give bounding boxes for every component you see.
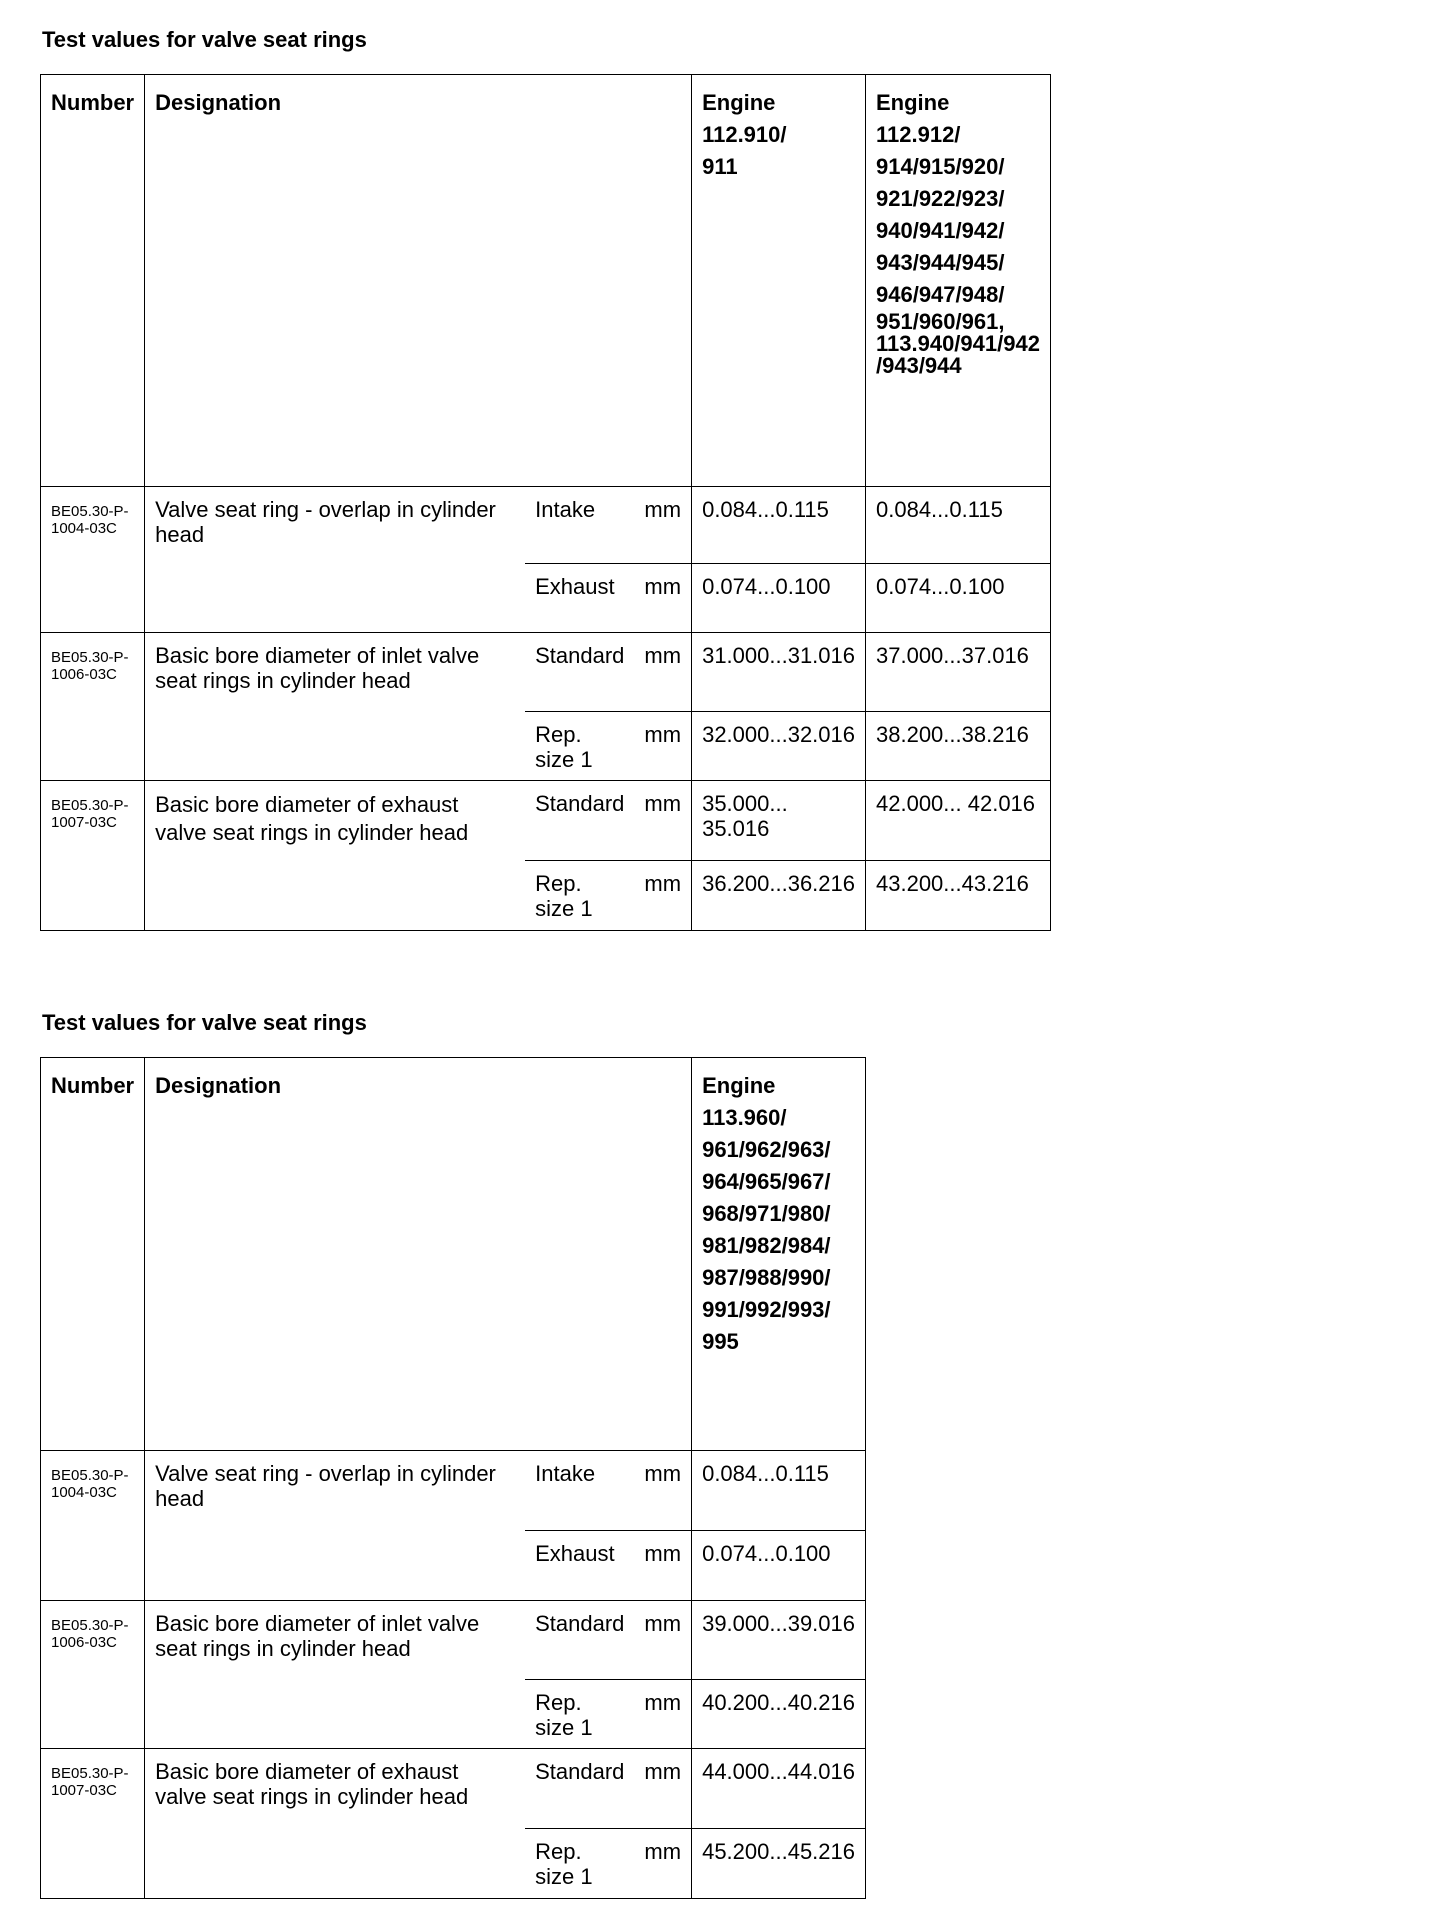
header-designation: Designation: [145, 1058, 692, 1451]
designation-text: Basic bore diameter of exhaust valve seat rings in cylinder head: [155, 1759, 469, 1809]
value-cell: 38.200...38.216: [866, 712, 1051, 781]
engine-line: 981/982/984/: [702, 1233, 831, 1258]
row-number: BE05.30-P-1007-03C: [41, 781, 145, 931]
engine-line: 961/962/963/: [702, 1137, 831, 1162]
row-designation: [145, 1601, 526, 1749]
value-cell: 32.000...32.016: [692, 712, 866, 781]
value-cell: 37.000...37.016: [866, 633, 1051, 712]
table-row: [41, 1451, 866, 1531]
value-cell: 0.084...0.115: [692, 487, 866, 564]
value-cell: 31.000...31.016: [692, 633, 866, 712]
value-kind: Rep. size 1: [525, 712, 634, 781]
value-unit: mm: [634, 633, 691, 712]
header-engine: [692, 1058, 866, 1451]
table-row: [41, 1601, 866, 1680]
row-designation: [145, 781, 526, 931]
valve-seat-table: [40, 1057, 866, 1899]
value-unit: mm: [634, 861, 691, 931]
value-cell: 40.200...40.216: [692, 1680, 866, 1749]
header-row: [41, 75, 1051, 487]
value-unit: mm: [634, 564, 691, 633]
value-kind: Intake: [525, 1451, 634, 1531]
engine-line: 112.912/: [876, 122, 961, 147]
value-kind: Exhaust: [525, 564, 634, 633]
value-unit: mm: [634, 1601, 691, 1680]
value-kind: Exhaust: [525, 1531, 634, 1601]
value-kind: Standard: [525, 1749, 634, 1829]
value-kind: Rep. size 1: [525, 1829, 634, 1899]
header-engine: [866, 75, 1051, 487]
value-cell: 0.084...0.115: [866, 487, 1051, 564]
value-unit: mm: [634, 1451, 691, 1531]
engine-line: 921/922/923/: [876, 186, 1005, 211]
value-unit: mm: [634, 1749, 691, 1829]
designation-text: Basic bore diameter of inlet valve seat rings in cylinder head: [155, 1611, 480, 1661]
engine-line: 911: [702, 154, 738, 179]
value-cell: 36.200...36.216: [692, 861, 866, 931]
row-number: BE05.30-P-1006-03C: [41, 633, 145, 781]
section-title: Test values for valve seat rings: [42, 27, 367, 52]
engine-line: 914/915/920/: [876, 154, 1005, 179]
value-kind: Standard: [525, 1601, 634, 1680]
value-cell: 44.000...44.016: [692, 1749, 866, 1829]
row-designation: [145, 487, 526, 633]
engine-line: 946/947/948/: [876, 282, 1005, 307]
row-number: BE05.30-P-1007-03C: [41, 1749, 145, 1899]
row-number: BE05.30-P-1004-03C: [41, 487, 145, 633]
engine-line: 968/971/980/: [702, 1201, 831, 1226]
value-cell: 0.074...0.100: [692, 564, 866, 633]
engine-line: 995: [702, 1329, 739, 1354]
row-designation: [145, 1749, 526, 1899]
row-number: BE05.30-P-1004-03C: [41, 1451, 145, 1601]
engine-line: 987/988/990/: [702, 1265, 831, 1290]
value-kind: Rep. size 1: [525, 1680, 634, 1749]
value-cell: 0.074...0.100: [692, 1531, 866, 1601]
value-cell: 42.000... 42.016: [866, 781, 1051, 861]
value-cell: 43.200...43.216: [866, 861, 1051, 931]
value-unit: mm: [634, 1829, 691, 1899]
valve-seat-table: [40, 74, 1051, 931]
value-unit: mm: [634, 487, 691, 564]
value-unit: mm: [634, 712, 691, 781]
row-number: BE05.30-P-1006-03C: [41, 1601, 145, 1749]
table-row: [41, 633, 1051, 712]
table-row: [41, 487, 1051, 564]
designation-text: Basic bore diameter of inlet valve seat rings in cylinder head: [155, 643, 480, 693]
value-cell: 45.200...45.216: [692, 1829, 866, 1899]
value-unit: mm: [634, 1531, 691, 1601]
engine-line: 951/960/961,: [876, 309, 1005, 334]
engine-line: 113.960/: [702, 1105, 787, 1130]
value-cell: 0.074...0.100: [866, 564, 1051, 633]
engine-line: 940/941/942/: [876, 218, 1005, 243]
value-unit: mm: [634, 1680, 691, 1749]
value-kind: Intake: [525, 487, 634, 564]
header-designation: Designation: [145, 75, 692, 487]
value-cell: 0.084...0.115: [692, 1451, 866, 1531]
header-row: [41, 1058, 866, 1451]
value-cell: 35.000... 35.016: [692, 781, 866, 861]
engine-line: 113.940/941/942: [876, 331, 1040, 356]
row-designation: [145, 633, 526, 781]
table-row: [41, 781, 1051, 861]
header-engine: [692, 75, 866, 487]
value-unit: mm: [634, 781, 691, 861]
value-kind: Rep. size 1: [525, 861, 634, 931]
header-number: Number: [41, 1058, 145, 1451]
designation-text: Valve seat ring - overlap in cylinder head: [155, 1461, 496, 1511]
header-number: Number: [41, 75, 145, 487]
engine-line: /943/944: [876, 353, 962, 378]
designation-text: Valve seat ring - overlap in cylinder head: [155, 497, 496, 547]
engine-line: 943/944/945/: [876, 250, 1005, 275]
section-title: Test values for valve seat rings: [42, 1010, 367, 1035]
table-row: [41, 1749, 866, 1829]
row-designation: [145, 1451, 526, 1601]
value-cell: 39.000...39.016: [692, 1601, 866, 1680]
engine-line: 991/992/993/: [702, 1297, 831, 1322]
designation-text: Basic bore diameter of exhaust valve seat rings in cylinder head: [155, 792, 469, 845]
value-kind: Standard: [525, 633, 634, 712]
engine-line: 964/965/967/: [702, 1169, 831, 1194]
engine-line: Engine: [702, 90, 776, 115]
engine-line: 112.910/: [702, 122, 787, 147]
engine-line: Engine: [876, 90, 950, 115]
engine-line: Engine: [702, 1073, 776, 1098]
value-kind: Standard: [525, 781, 634, 861]
